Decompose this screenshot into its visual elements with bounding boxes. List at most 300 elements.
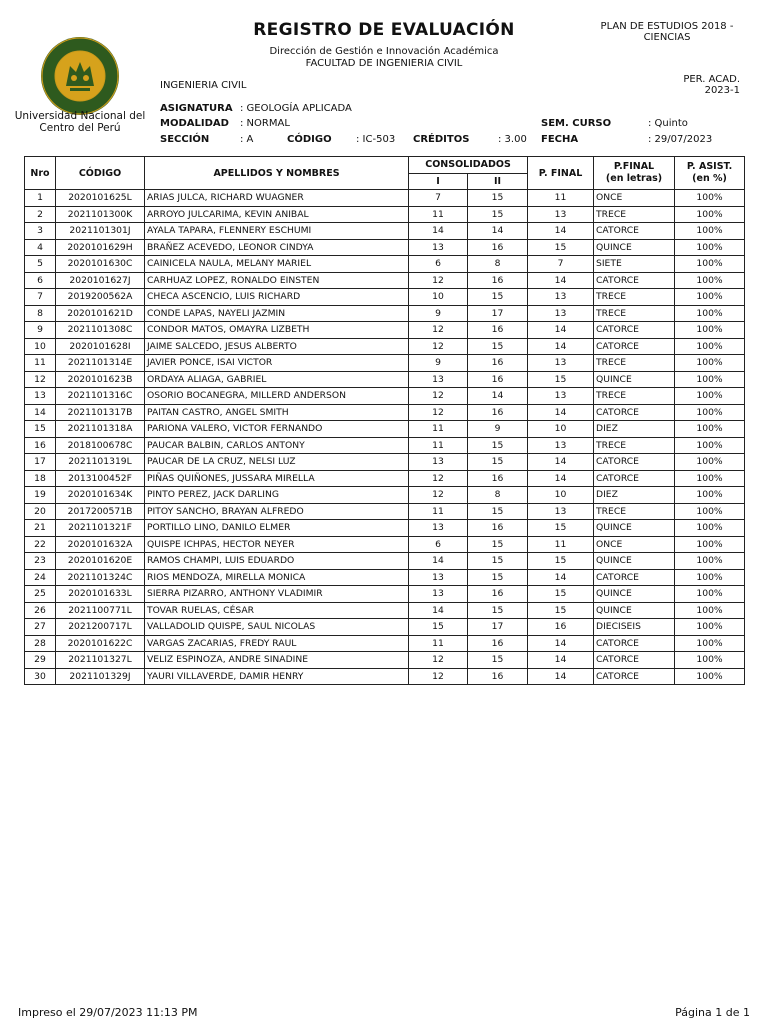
cell-nro: 4 bbox=[25, 239, 56, 256]
cell-consolidado-1: 12 bbox=[409, 668, 468, 685]
cell-consolidado-2: 16 bbox=[468, 404, 528, 421]
header-row bbox=[25, 157, 745, 174]
cell-pfinal-letras: ONCE bbox=[594, 190, 675, 207]
cell-nro: 5 bbox=[25, 256, 56, 273]
table-row bbox=[25, 569, 745, 586]
cell-consolidado-2: 17 bbox=[468, 619, 528, 636]
cell-consolidado-1: 12 bbox=[409, 404, 468, 421]
cell-asistencia: 100% bbox=[675, 470, 745, 487]
cell-codigo: 2020101625L bbox=[56, 190, 145, 207]
cell-codigo: 2017200571B bbox=[56, 503, 145, 520]
cell-pfinal-letras: DIEZ bbox=[594, 487, 675, 504]
cell-pfinal-letras: CATORCE bbox=[594, 223, 675, 240]
cell-pfinal-letras: SIETE bbox=[594, 256, 675, 273]
cell-asistencia: 100% bbox=[675, 520, 745, 537]
cell-nro: 23 bbox=[25, 553, 56, 570]
cell-nro: 16 bbox=[25, 437, 56, 454]
subtitle-facultad: FACULTAD DE INGENIERIA CIVIL bbox=[305, 58, 463, 69]
cell-pfinal: 14 bbox=[528, 652, 594, 669]
cell-nro: 8 bbox=[25, 305, 56, 322]
cell-pfinal: 15 bbox=[528, 520, 594, 537]
col-pfinal-letras-line2: (en letras) bbox=[605, 173, 663, 184]
cell-asistencia: 100% bbox=[675, 569, 745, 586]
cell-codigo: 2021101318A bbox=[56, 421, 145, 438]
table-row bbox=[25, 668, 745, 685]
cell-asistencia: 100% bbox=[675, 305, 745, 322]
cell-codigo: 2021101317B bbox=[56, 404, 145, 421]
cell-codigo: 2021200717L bbox=[56, 619, 145, 636]
cell-pfinal-letras: DIECISEIS bbox=[594, 619, 675, 636]
table-row bbox=[25, 272, 745, 289]
plan-estudios bbox=[590, 21, 744, 43]
cell-consolidado-2: 15 bbox=[468, 338, 528, 355]
col-pasist-line1: P. ASIST. bbox=[686, 161, 733, 172]
cell-consolidado-2: 9 bbox=[468, 421, 528, 438]
table-row bbox=[25, 586, 745, 603]
cell-nombre: OSORIO BOCANEGRA, MILLERD ANDERSON bbox=[145, 388, 409, 405]
cell-asistencia: 100% bbox=[675, 272, 745, 289]
per-acad-value: 2023-1 bbox=[704, 85, 740, 96]
cell-nombre: PAUCAR DE LA CRUZ, NELSI LUZ bbox=[145, 454, 409, 471]
cell-pfinal-letras: CATORCE bbox=[594, 322, 675, 339]
cell-codigo: 2021101316C bbox=[56, 388, 145, 405]
cell-asistencia: 100% bbox=[675, 421, 745, 438]
cell-nro: 1 bbox=[25, 190, 56, 207]
cell-asistencia: 100% bbox=[675, 256, 745, 273]
table-row bbox=[25, 388, 745, 405]
cell-pfinal: 11 bbox=[528, 536, 594, 553]
cell-consolidado-1: 14 bbox=[409, 223, 468, 240]
page-title: REGISTRO DE EVALUACIÓN bbox=[253, 20, 515, 40]
cell-asistencia: 100% bbox=[675, 586, 745, 603]
cell-consolidado-2: 17 bbox=[468, 305, 528, 322]
subtitle-direccion: Dirección de Gestión e Innovación Académica bbox=[269, 46, 499, 57]
fecha-value: : 29/07/2023 bbox=[648, 134, 713, 145]
cell-pfinal: 14 bbox=[528, 668, 594, 685]
cell-codigo: 2021100771L bbox=[56, 602, 145, 619]
table-row bbox=[25, 487, 745, 504]
cell-consolidado-1: 7 bbox=[409, 190, 468, 207]
university-line-2: Centro del Perú bbox=[39, 122, 121, 134]
cell-consolidado-1: 9 bbox=[409, 305, 468, 322]
cell-nombre: PAITAN CASTRO, ANGEL SMITH bbox=[145, 404, 409, 421]
table-row bbox=[25, 371, 745, 388]
creditos-label: CRÉDITOS bbox=[413, 134, 470, 145]
cell-codigo: 2013100452F bbox=[56, 470, 145, 487]
seccion-label: SECCIÓN bbox=[160, 134, 210, 145]
cell-pfinal-letras: CATORCE bbox=[594, 569, 675, 586]
cell-asistencia: 100% bbox=[675, 437, 745, 454]
cell-nombre: PORTILLO LINO, DANILO ELMER bbox=[145, 520, 409, 537]
asignatura-value: : GEOLOGÍA APLICADA bbox=[240, 103, 352, 114]
cell-nombre: ARIAS JULCA, RICHARD WUAGNER bbox=[145, 190, 409, 207]
cell-pfinal: 13 bbox=[528, 503, 594, 520]
col-pfinal: P. FINAL bbox=[528, 157, 594, 190]
cell-nombre: PIÑAS QUIÑONES, JUSSARA MIRELLA bbox=[145, 470, 409, 487]
cell-codigo: 2020101634K bbox=[56, 487, 145, 504]
cell-consolidado-1: 11 bbox=[409, 635, 468, 652]
cell-pfinal-letras: CATORCE bbox=[594, 470, 675, 487]
cell-pfinal: 15 bbox=[528, 553, 594, 570]
sem-curso-label: SEM. CURSO bbox=[541, 118, 612, 129]
table-row bbox=[25, 223, 745, 240]
cell-consolidado-1: 13 bbox=[409, 520, 468, 537]
cell-pfinal: 11 bbox=[528, 190, 594, 207]
cell-consolidado-1: 15 bbox=[409, 619, 468, 636]
cell-codigo: 2021101321F bbox=[56, 520, 145, 537]
table-row bbox=[25, 322, 745, 339]
cell-pfinal: 15 bbox=[528, 586, 594, 603]
cell-codigo: 2020101622C bbox=[56, 635, 145, 652]
cell-nombre: YAURI VILLAVERDE, DAMIR HENRY bbox=[145, 668, 409, 685]
cell-asistencia: 100% bbox=[675, 223, 745, 240]
cell-asistencia: 100% bbox=[675, 322, 745, 339]
cell-pfinal-letras: QUINCE bbox=[594, 239, 675, 256]
cell-pfinal: 13 bbox=[528, 206, 594, 223]
cell-nro: 21 bbox=[25, 520, 56, 537]
cell-consolidado-1: 12 bbox=[409, 322, 468, 339]
cell-pfinal: 14 bbox=[528, 404, 594, 421]
table-row bbox=[25, 454, 745, 471]
cell-nro: 18 bbox=[25, 470, 56, 487]
cell-consolidado-1: 12 bbox=[409, 652, 468, 669]
cell-nro: 25 bbox=[25, 586, 56, 603]
cell-consolidado-1: 6 bbox=[409, 536, 468, 553]
cell-pfinal: 7 bbox=[528, 256, 594, 273]
cell-nombre: VELIZ ESPINOZA, ANDRE SINADINE bbox=[145, 652, 409, 669]
cell-consolidado-2: 15 bbox=[468, 536, 528, 553]
cell-consolidado-2: 15 bbox=[468, 190, 528, 207]
university-name bbox=[0, 110, 160, 134]
cell-consolidado-2: 16 bbox=[468, 355, 528, 372]
cell-codigo: 2019200562A bbox=[56, 289, 145, 306]
cell-pfinal: 15 bbox=[528, 602, 594, 619]
cell-nombre: PAUCAR BALBIN, CARLOS ANTONY bbox=[145, 437, 409, 454]
periodo-academico bbox=[640, 74, 740, 96]
cell-asistencia: 100% bbox=[675, 602, 745, 619]
table-row bbox=[25, 635, 745, 652]
cell-nro: 9 bbox=[25, 322, 56, 339]
cell-consolidado-2: 15 bbox=[468, 454, 528, 471]
table-row bbox=[25, 437, 745, 454]
printed-date: Impreso el 29/07/2023 11:13 PM bbox=[18, 1006, 198, 1019]
cell-pfinal: 15 bbox=[528, 371, 594, 388]
cell-asistencia: 100% bbox=[675, 536, 745, 553]
cell-nombre: PINTO PEREZ, JACK DARLING bbox=[145, 487, 409, 504]
career-name: INGENIERIA CIVIL bbox=[160, 80, 247, 91]
table-row bbox=[25, 289, 745, 306]
cell-consolidado-2: 14 bbox=[468, 223, 528, 240]
col-nro: Nro bbox=[25, 157, 56, 190]
cell-pfinal-letras: CATORCE bbox=[594, 272, 675, 289]
cell-nro: 12 bbox=[25, 371, 56, 388]
cell-asistencia: 100% bbox=[675, 635, 745, 652]
cell-consolidado-2: 16 bbox=[468, 470, 528, 487]
cell-pfinal-letras: TRECE bbox=[594, 437, 675, 454]
cell-consolidado-2: 8 bbox=[468, 487, 528, 504]
cell-codigo: 2021101324C bbox=[56, 569, 145, 586]
cell-pfinal: 14 bbox=[528, 322, 594, 339]
cell-codigo: 2021101314E bbox=[56, 355, 145, 372]
table-row bbox=[25, 602, 745, 619]
cell-consolidado-1: 12 bbox=[409, 487, 468, 504]
asignatura-label: ASIGNATURA bbox=[160, 103, 233, 114]
table-row bbox=[25, 421, 745, 438]
cell-nombre: VARGAS ZACARIAS, FREDY RAUL bbox=[145, 635, 409, 652]
cell-nro: 11 bbox=[25, 355, 56, 372]
cell-pfinal: 14 bbox=[528, 223, 594, 240]
cell-codigo: 2018100678C bbox=[56, 437, 145, 454]
cell-pfinal-letras: QUINCE bbox=[594, 553, 675, 570]
cell-pfinal-letras: ONCE bbox=[594, 536, 675, 553]
cell-consolidado-1: 12 bbox=[409, 338, 468, 355]
cell-consolidado-1: 11 bbox=[409, 437, 468, 454]
table-row bbox=[25, 206, 745, 223]
cell-nombre: SIERRA PIZARRO, ANTHONY VLADIMIR bbox=[145, 586, 409, 603]
plan-line-2: CIENCIAS bbox=[643, 32, 691, 43]
modalidad-label: MODALIDAD bbox=[160, 118, 229, 129]
table-row bbox=[25, 470, 745, 487]
grades-body bbox=[25, 190, 745, 685]
cell-consolidado-2: 15 bbox=[468, 602, 528, 619]
cell-asistencia: 100% bbox=[675, 289, 745, 306]
cell-consolidado-2: 14 bbox=[468, 388, 528, 405]
cell-consolidado-2: 8 bbox=[468, 256, 528, 273]
cell-consolidado-2: 16 bbox=[468, 322, 528, 339]
cell-codigo: 2020101620E bbox=[56, 553, 145, 570]
cell-nombre: TOVAR RUELAS, CÉSAR bbox=[145, 602, 409, 619]
table-row bbox=[25, 503, 745, 520]
cell-nro: 22 bbox=[25, 536, 56, 553]
cell-nro: 24 bbox=[25, 569, 56, 586]
cell-nro: 28 bbox=[25, 635, 56, 652]
cell-pfinal-letras: TRECE bbox=[594, 388, 675, 405]
cell-pfinal: 14 bbox=[528, 272, 594, 289]
grades-table bbox=[24, 156, 745, 685]
cell-pfinal: 14 bbox=[528, 635, 594, 652]
table-row bbox=[25, 536, 745, 553]
cell-nro: 3 bbox=[25, 223, 56, 240]
cell-nombre: CAINICELA NAULA, MELANY MARIEL bbox=[145, 256, 409, 273]
cell-nombre: CONDOR MATOS, OMAYRA LIZBETH bbox=[145, 322, 409, 339]
cell-pfinal: 15 bbox=[528, 239, 594, 256]
cell-pfinal: 14 bbox=[528, 454, 594, 471]
seccion-value: : A bbox=[240, 134, 254, 145]
cell-pfinal: 13 bbox=[528, 437, 594, 454]
cell-nro: 19 bbox=[25, 487, 56, 504]
cell-nombre: AYALA TAPARA, FLENNERY ESCHUMI bbox=[145, 223, 409, 240]
cell-consolidado-1: 12 bbox=[409, 470, 468, 487]
per-acad-label: PER. ACAD. bbox=[683, 74, 740, 85]
cell-asistencia: 100% bbox=[675, 652, 745, 669]
cell-nro: 30 bbox=[25, 668, 56, 685]
cell-asistencia: 100% bbox=[675, 503, 745, 520]
cell-nombre: JAVIER PONCE, ISAI VICTOR bbox=[145, 355, 409, 372]
cell-codigo: 2020101621D bbox=[56, 305, 145, 322]
cell-pfinal-letras: TRECE bbox=[594, 305, 675, 322]
cell-codigo: 2021101319L bbox=[56, 454, 145, 471]
cell-consolidado-1: 10 bbox=[409, 289, 468, 306]
cell-pfinal-letras: QUINCE bbox=[594, 520, 675, 537]
cell-pfinal-letras: CATORCE bbox=[594, 338, 675, 355]
cell-pfinal: 14 bbox=[528, 470, 594, 487]
cell-nro: 2 bbox=[25, 206, 56, 223]
cell-codigo: 2020101632A bbox=[56, 536, 145, 553]
cell-pfinal: 13 bbox=[528, 305, 594, 322]
cell-asistencia: 100% bbox=[675, 404, 745, 421]
cell-pfinal-letras: QUINCE bbox=[594, 371, 675, 388]
cell-nombre: QUISPE ICHPAS, HECTOR NEYER bbox=[145, 536, 409, 553]
codigo-value: : IC-503 bbox=[356, 134, 396, 145]
cell-pfinal-letras: QUINCE bbox=[594, 586, 675, 603]
cell-pfinal: 14 bbox=[528, 569, 594, 586]
cell-consolidado-1: 11 bbox=[409, 503, 468, 520]
col-consolidados: CONSOLIDADOS bbox=[409, 157, 528, 174]
cell-consolidado-2: 16 bbox=[468, 371, 528, 388]
col-pasist bbox=[675, 157, 745, 190]
cell-consolidado-2: 15 bbox=[468, 206, 528, 223]
cell-asistencia: 100% bbox=[675, 619, 745, 636]
cell-asistencia: 100% bbox=[675, 668, 745, 685]
table-row bbox=[25, 619, 745, 636]
cell-consolidado-2: 16 bbox=[468, 668, 528, 685]
cell-pfinal-letras: TRECE bbox=[594, 206, 675, 223]
cell-asistencia: 100% bbox=[675, 206, 745, 223]
table-row bbox=[25, 239, 745, 256]
cell-consolidado-1: 6 bbox=[409, 256, 468, 273]
cell-consolidado-2: 15 bbox=[468, 652, 528, 669]
cell-codigo: 2021101300K bbox=[56, 206, 145, 223]
cell-nombre: RAMOS CHAMPI, LUIS EDUARDO bbox=[145, 553, 409, 570]
cell-asistencia: 100% bbox=[675, 338, 745, 355]
cell-pfinal: 16 bbox=[528, 619, 594, 636]
creditos-value: : 3.00 bbox=[498, 134, 527, 145]
cell-codigo: 2020101630C bbox=[56, 256, 145, 273]
cell-pfinal-letras: CATORCE bbox=[594, 668, 675, 685]
cell-pfinal: 13 bbox=[528, 388, 594, 405]
cell-nombre: CHECA ASCENCIO, LUIS RICHARD bbox=[145, 289, 409, 306]
cell-asistencia: 100% bbox=[675, 190, 745, 207]
col-consolidado-2: II bbox=[468, 173, 528, 190]
table-row bbox=[25, 652, 745, 669]
col-pfinal-letras bbox=[594, 157, 675, 190]
cell-nombre: PARIONA VALERO, VICTOR FERNANDO bbox=[145, 421, 409, 438]
col-consolidado-1: I bbox=[409, 173, 468, 190]
cell-codigo: 2020101623B bbox=[56, 371, 145, 388]
cell-nro: 13 bbox=[25, 388, 56, 405]
cell-nombre: ARROYO JULCARIMA, KEVIN ANIBAL bbox=[145, 206, 409, 223]
cell-nro: 10 bbox=[25, 338, 56, 355]
table-row bbox=[25, 520, 745, 537]
cell-codigo: 2021101327L bbox=[56, 652, 145, 669]
cell-codigo: 2020101633L bbox=[56, 586, 145, 603]
cell-consolidado-2: 16 bbox=[468, 520, 528, 537]
modalidad-value: : NORMAL bbox=[240, 118, 290, 129]
table-row bbox=[25, 305, 745, 322]
cell-pfinal-letras: QUINCE bbox=[594, 602, 675, 619]
table-row bbox=[25, 355, 745, 372]
cell-nro: 27 bbox=[25, 619, 56, 636]
cell-pfinal-letras: DIEZ bbox=[594, 421, 675, 438]
cell-consolidado-2: 15 bbox=[468, 437, 528, 454]
cell-nombre: RIOS MENDOZA, MIRELLA MONICA bbox=[145, 569, 409, 586]
cell-codigo: 2020101629H bbox=[56, 239, 145, 256]
col-nombres: APELLIDOS Y NOMBRES bbox=[145, 157, 409, 190]
cell-pfinal: 10 bbox=[528, 487, 594, 504]
col-pasist-line2: (en %) bbox=[692, 173, 727, 184]
cell-nro: 29 bbox=[25, 652, 56, 669]
cell-pfinal: 10 bbox=[528, 421, 594, 438]
codigo-label: CÓDIGO bbox=[287, 134, 332, 145]
cell-nro: 15 bbox=[25, 421, 56, 438]
table-row bbox=[25, 404, 745, 421]
cell-consolidado-2: 16 bbox=[468, 635, 528, 652]
cell-codigo: 2021101308C bbox=[56, 322, 145, 339]
cell-pfinal: 14 bbox=[528, 338, 594, 355]
cell-pfinal: 13 bbox=[528, 355, 594, 372]
cell-nro: 6 bbox=[25, 272, 56, 289]
cell-asistencia: 100% bbox=[675, 487, 745, 504]
cell-pfinal-letras: CATORCE bbox=[594, 635, 675, 652]
cell-nombre: CARHUAZ LOPEZ, RONALDO EINSTEN bbox=[145, 272, 409, 289]
cell-nombre: JAIME SALCEDO, JESUS ALBERTO bbox=[145, 338, 409, 355]
cell-consolidado-1: 13 bbox=[409, 586, 468, 603]
cell-asistencia: 100% bbox=[675, 454, 745, 471]
cell-consolidado-1: 13 bbox=[409, 371, 468, 388]
cell-nro: 14 bbox=[25, 404, 56, 421]
table-row bbox=[25, 190, 745, 207]
cell-nombre: VALLADOLID QUISPE, SAUL NICOLAS bbox=[145, 619, 409, 636]
cell-consolidado-1: 11 bbox=[409, 206, 468, 223]
cell-pfinal-letras: CATORCE bbox=[594, 454, 675, 471]
cell-nombre: ORDAYA ALIAGA, GABRIEL bbox=[145, 371, 409, 388]
cell-asistencia: 100% bbox=[675, 553, 745, 570]
page-number: Página 1 de 1 bbox=[675, 1006, 750, 1019]
cell-consolidado-1: 13 bbox=[409, 454, 468, 471]
table-row bbox=[25, 256, 745, 273]
fecha-label: FECHA bbox=[541, 134, 579, 145]
cell-asistencia: 100% bbox=[675, 239, 745, 256]
cell-pfinal-letras: TRECE bbox=[594, 355, 675, 372]
plan-line-1: PLAN DE ESTUDIOS 2018 - bbox=[600, 21, 734, 32]
cell-pfinal-letras: TRECE bbox=[594, 289, 675, 306]
col-codigo: CÓDIGO bbox=[56, 157, 145, 190]
cell-consolidado-2: 16 bbox=[468, 239, 528, 256]
cell-codigo: 2021101301J bbox=[56, 223, 145, 240]
cell-codigo: 2021101329J bbox=[56, 668, 145, 685]
university-seal-icon bbox=[40, 36, 120, 116]
cell-asistencia: 100% bbox=[675, 388, 745, 405]
cell-consolidado-1: 9 bbox=[409, 355, 468, 372]
cell-nro: 20 bbox=[25, 503, 56, 520]
col-pfinal-letras-line1: P.FINAL bbox=[613, 161, 655, 172]
sem-curso-value: : Quinto bbox=[648, 118, 688, 129]
table-row bbox=[25, 553, 745, 570]
cell-codigo: 2020101628I bbox=[56, 338, 145, 355]
cell-consolidado-1: 12 bbox=[409, 388, 468, 405]
cell-nro: 7 bbox=[25, 289, 56, 306]
cell-consolidado-2: 15 bbox=[468, 289, 528, 306]
cell-pfinal-letras: CATORCE bbox=[594, 404, 675, 421]
cell-pfinal: 13 bbox=[528, 289, 594, 306]
cell-pfinal-letras: TRECE bbox=[594, 503, 675, 520]
cell-consolidado-1: 14 bbox=[409, 553, 468, 570]
cell-consolidado-1: 13 bbox=[409, 239, 468, 256]
cell-nombre: CONDE LAPAS, NAYELI JAZMIN bbox=[145, 305, 409, 322]
cell-pfinal-letras: CATORCE bbox=[594, 652, 675, 669]
cell-nro: 17 bbox=[25, 454, 56, 471]
cell-nro: 26 bbox=[25, 602, 56, 619]
